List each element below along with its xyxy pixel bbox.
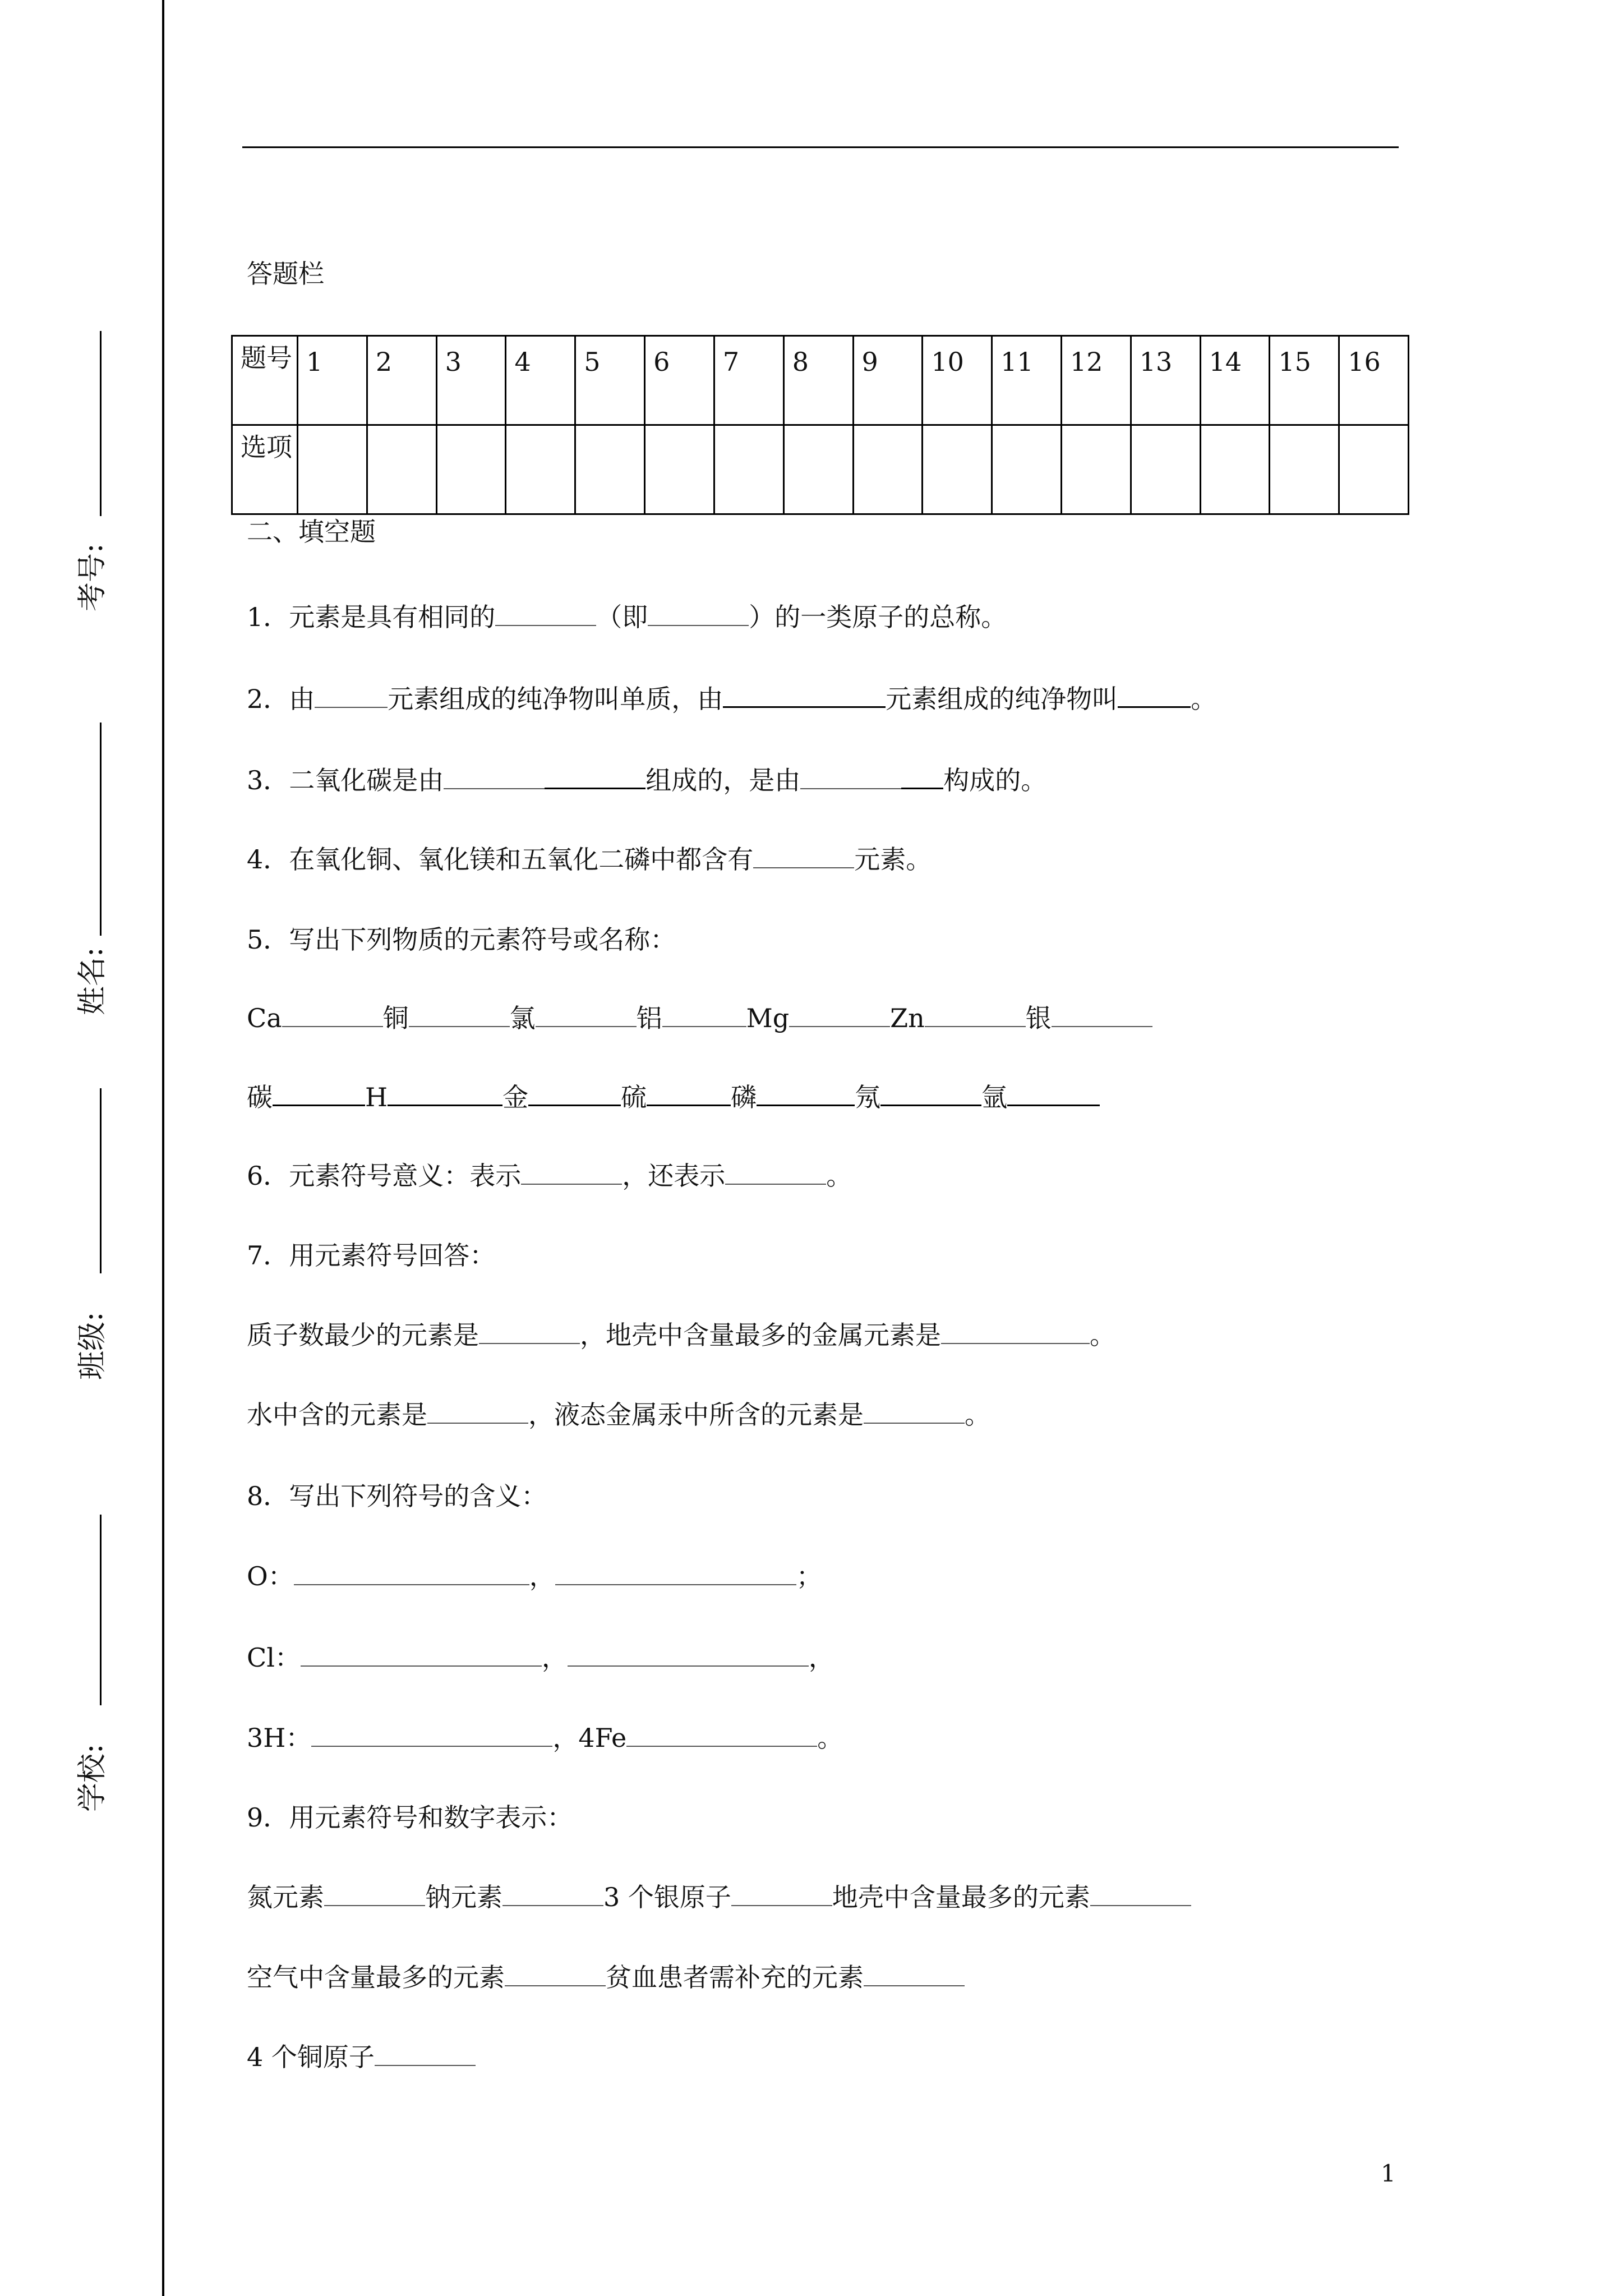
question-number: 8 (783, 336, 853, 425)
blank[interactable] (528, 1080, 621, 1106)
question-9-title: 9．用元素符号和数字表示： (247, 1802, 573, 1833)
question-8-line-cl (247, 1641, 834, 1674)
blank[interactable] (324, 1880, 425, 1906)
q4-text: 元素。 (854, 844, 932, 875)
q7-text: ，液态金属汞中所含的元素是 (528, 1400, 864, 1430)
school-underline[interactable] (100, 1515, 102, 1705)
question-8-title: 8．写出下列符号的含义： (247, 1481, 547, 1511)
separator: 。 (817, 1723, 843, 1753)
question-9-line-1 (247, 1880, 1191, 1914)
q7-text: 。 (965, 1400, 990, 1430)
q7-text: 水中含的元素是 (247, 1400, 427, 1430)
question-5-row-2 (247, 1080, 1100, 1114)
answer-cell[interactable] (783, 425, 853, 514)
q9-item: 4 个铜原子 (247, 2042, 375, 2072)
question-8-line-h (247, 1721, 843, 1755)
q7-text: ，地壳中含量最多的金属元素是 (580, 1320, 941, 1350)
element-item: Ca (247, 1003, 282, 1033)
blank[interactable] (505, 1961, 606, 1986)
blank[interactable] (880, 1080, 981, 1106)
symbol-label: Cl： (247, 1642, 301, 1673)
answer-sheet-heading: 答题栏 (247, 259, 324, 289)
question-5-row-1 (247, 1001, 1152, 1035)
answer-cell[interactable] (992, 425, 1062, 514)
blank[interactable] (427, 1398, 528, 1424)
q6-text: ，还表示 (622, 1161, 726, 1191)
q4-text: 4．在氧化铜、氧化镁和五氧化二磷中都含有 (247, 844, 754, 875)
question-number: 11 (992, 336, 1062, 425)
separator: ， (808, 1642, 834, 1673)
q2-text: 元素组成的纯净物叫单质，由 (388, 684, 723, 714)
question-4 (247, 843, 932, 876)
answer-cell[interactable] (714, 425, 783, 514)
element-item: H (365, 1082, 388, 1112)
section-title: 二、填空题 (247, 517, 376, 547)
separator: ， (529, 1561, 555, 1591)
question-7-line-1 (247, 1318, 1115, 1352)
blank[interactable] (864, 1398, 965, 1424)
q2-text: 。 (1191, 684, 1217, 714)
blank[interactable] (444, 763, 545, 789)
q6-text: 6．元素符号意义：表示 (247, 1161, 522, 1191)
blank[interactable] (409, 1001, 510, 1027)
question-number: 9 (853, 336, 923, 425)
blank[interactable] (731, 1880, 832, 1906)
blank[interactable] (1090, 1880, 1191, 1906)
element-item: 氩 (981, 1082, 1008, 1112)
row-label-answer: 选项 (232, 425, 298, 514)
question-number: 4 (506, 336, 575, 425)
answer-table (231, 335, 1409, 515)
blank[interactable] (301, 1641, 542, 1667)
answer-cell[interactable] (298, 425, 367, 514)
q9-item: 空气中含量最多的元素 (247, 1962, 505, 1993)
answer-cell[interactable] (1200, 425, 1270, 514)
question-9-line-2 (247, 1961, 965, 1994)
element-item: 金 (502, 1082, 529, 1112)
blank[interactable] (1052, 1001, 1152, 1027)
question-number: 3 (436, 336, 506, 425)
answer-cell[interactable] (853, 425, 923, 514)
blank[interactable] (375, 2040, 476, 2066)
blank[interactable] (941, 1318, 1090, 1344)
question-number: 16 (1339, 336, 1409, 425)
answer-cell[interactable] (1131, 425, 1200, 514)
school-label: 学校: (76, 1743, 109, 1812)
question-7-line-2 (247, 1398, 990, 1432)
blank[interactable] (555, 1559, 796, 1585)
blank[interactable] (864, 1961, 965, 1986)
q9-item: 地壳中含量最多的元素 (832, 1882, 1090, 1912)
q2-text: 2．由 (247, 684, 315, 714)
question-number: 13 (1131, 336, 1200, 425)
question-5-title: 5．写出下列物质的元素符号或名称： (247, 924, 676, 955)
blank[interactable] (311, 1721, 552, 1747)
row-label-number: 题号 (232, 336, 298, 425)
q3-text: 3．二氧化碳是由 (247, 765, 444, 795)
question-9-line-3 (247, 2040, 476, 2074)
blank[interactable] (648, 600, 749, 626)
blank[interactable] (800, 763, 901, 789)
blank[interactable] (789, 1001, 890, 1027)
blank[interactable] (536, 1001, 637, 1027)
blank[interactable] (1118, 682, 1191, 708)
symbol-label: O： (247, 1561, 294, 1591)
blank[interactable] (545, 763, 645, 789)
answer-cell[interactable] (1061, 425, 1131, 514)
question-number: 6 (645, 336, 714, 425)
q9-item: 贫血患者需补充的元素 (606, 1962, 864, 1993)
element-item: 铜 (382, 1003, 409, 1033)
question-number: 12 (1061, 336, 1131, 425)
question-number: 1 (298, 336, 367, 425)
separator: ， (541, 1642, 568, 1673)
question-7-title: 7．用元素符号回答： (247, 1240, 496, 1271)
blank[interactable] (294, 1559, 529, 1585)
q9-item: 氮元素 (247, 1882, 324, 1912)
page-number: 1 (1381, 2160, 1396, 2187)
blank[interactable] (479, 1318, 580, 1344)
element-item: Mg (746, 1003, 790, 1033)
blank[interactable] (502, 1880, 603, 1906)
question-2 (247, 682, 1216, 716)
blank[interactable] (757, 1080, 855, 1106)
q3-text: 组成的，是由 (645, 765, 801, 795)
element-item: 氖 (855, 1082, 881, 1112)
blank[interactable] (1007, 1080, 1100, 1106)
question-number: 7 (714, 336, 783, 425)
q3-text: 构成的。 (943, 765, 1047, 795)
q7-text: 。 (1090, 1320, 1115, 1350)
question-1 (247, 600, 1007, 634)
question-number: 10 (923, 336, 992, 425)
q1-text: ）的一类原子的总称。 (749, 602, 1007, 632)
answer-cell[interactable] (923, 425, 992, 514)
q1-text: （即 (596, 602, 648, 632)
blank[interactable] (626, 1721, 817, 1747)
question-number: 14 (1200, 336, 1270, 425)
element-item: 铝 (636, 1003, 662, 1033)
element-item: 硫 (621, 1082, 647, 1112)
q7-text: 质子数最少的元素是 (247, 1320, 479, 1350)
element-item: 碳 (247, 1082, 273, 1112)
answer-cell[interactable] (575, 425, 645, 514)
class-label: 班级: (76, 1312, 109, 1380)
blank[interactable] (521, 1159, 622, 1185)
element-item: Zn (890, 1003, 925, 1033)
q6-text: 。 (826, 1161, 852, 1191)
blank[interactable] (315, 682, 388, 708)
question-number: 2 (367, 336, 436, 425)
blank[interactable] (753, 843, 854, 868)
question-3 (247, 763, 1046, 797)
exam-no-underline[interactable] (100, 331, 102, 516)
answer-cell[interactable] (1270, 425, 1339, 514)
blank[interactable] (273, 1080, 365, 1106)
blank[interactable] (568, 1641, 809, 1667)
table-row-answers (232, 425, 1409, 514)
q1-text: 1．元素是具有相同的 (247, 602, 496, 632)
element-item: 银 (1025, 1003, 1052, 1033)
blank[interactable] (723, 682, 886, 708)
symbol-label: 3H： (247, 1723, 312, 1753)
blank[interactable] (388, 1080, 502, 1106)
answer-cell[interactable] (367, 425, 436, 514)
name-label: 姓名: (76, 947, 109, 1015)
q9-item: 3 个银原子 (603, 1882, 731, 1912)
blank[interactable] (495, 600, 596, 626)
binding-line (162, 0, 164, 2296)
question-number: 5 (575, 336, 645, 425)
name-underline[interactable] (100, 723, 102, 936)
separator: ，4Fe (552, 1723, 627, 1753)
answer-cell[interactable] (436, 425, 506, 514)
question-6 (247, 1159, 852, 1193)
question-8-line-o (247, 1559, 822, 1593)
class-underline[interactable] (100, 1088, 102, 1273)
question-number: 15 (1270, 336, 1339, 425)
exam-no-label: 考号: (76, 543, 109, 611)
blank[interactable] (901, 763, 943, 789)
blank[interactable] (282, 1001, 383, 1027)
blank[interactable] (647, 1080, 731, 1106)
blank[interactable] (725, 1159, 826, 1185)
top-rule (242, 146, 1399, 148)
table-row-numbers (232, 336, 1409, 425)
separator: ； (796, 1561, 822, 1591)
answer-cell[interactable] (506, 425, 575, 514)
element-item: 磷 (731, 1082, 757, 1112)
blank[interactable] (925, 1001, 1026, 1027)
answer-cell[interactable] (1339, 425, 1409, 514)
q9-item: 钠元素 (425, 1882, 502, 1912)
element-item: 氯 (509, 1003, 536, 1033)
q2-text: 元素组成的纯净物叫 (886, 684, 1118, 714)
blank[interactable] (662, 1001, 746, 1027)
answer-cell[interactable] (645, 425, 714, 514)
